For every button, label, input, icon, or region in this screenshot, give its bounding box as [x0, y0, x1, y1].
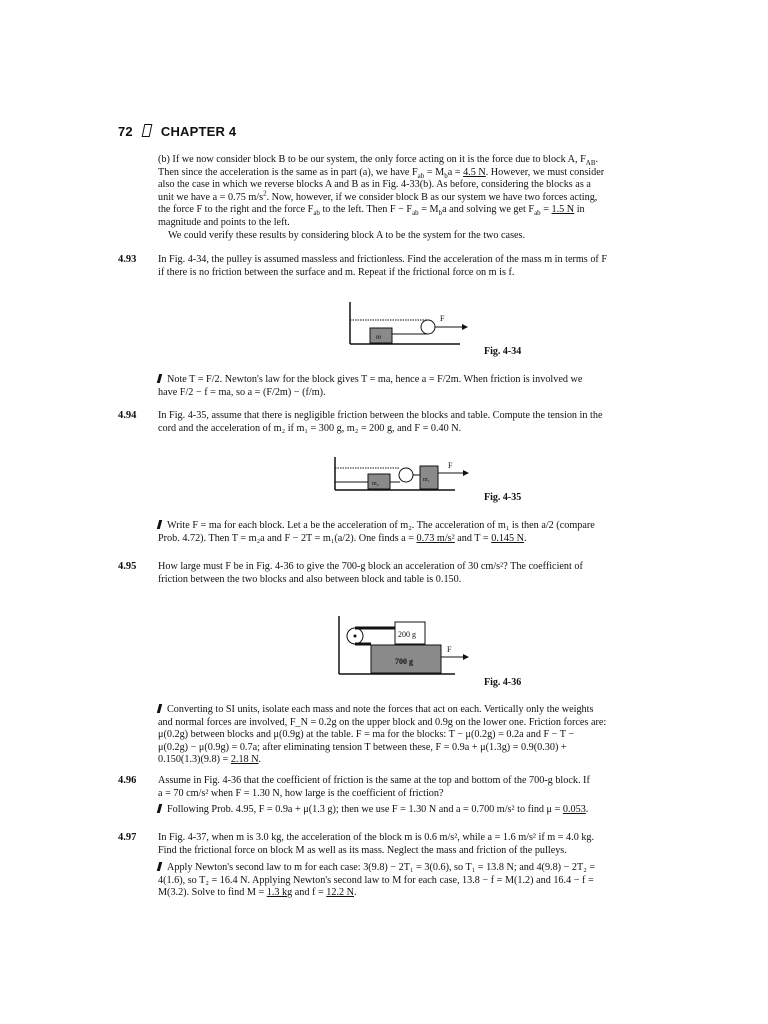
- problem-question: How large must F be in Fig. 4-36 to give the 700-g block an acceleration of 30 cm/s²? The coefficient of friction between the two blocks and also between block and table is 0.150.: [158, 561, 583, 585]
- arrow-head: [463, 470, 469, 476]
- figure-4-35: [330, 454, 490, 499]
- problem-question: In Fig. 4-34, the pulley is assumed massless and frictionless. Find the acceleration of the mass m in terms of F if there is no friction between the surface and m. Repeat if the frictional force on m is f.: [158, 254, 608, 278]
- figure-4-36: [335, 614, 485, 679]
- answer-value: 4.5 N: [463, 166, 486, 178]
- solution-marker-icon: [157, 374, 162, 383]
- block-label: 700 g: [395, 657, 413, 666]
- problem-question: Assume in Fig. 4-36 that the coefficient of friction is the same at the top and bottom of the 700-g block. If a = 70 cm/s² when F = 1.30 N, how large is the coefficient of friction?: [158, 775, 590, 799]
- force-label: F: [440, 314, 445, 323]
- solution-marker-icon: [157, 704, 162, 713]
- figure-caption: Fig. 4-36: [484, 677, 522, 688]
- problem-number: 4.97: [118, 832, 137, 843]
- intro-paragraph: (b) If we now consider block B to be our system, the only force acting on it is the force due to block A, $F_{AB}$. Then since the acceleration is the same as in part (a), we have $F_{ab} = M_ba = 4.5$ N. However, we must consider also the case in which we reverse blocks A and B as in Fig. 4-33(b). As before, considering the blocks as a unit we have a = 0.75 $m/s^2$. Now, however, if we consider block B as our system we have two forces acting, the force F to the right and the force $F_{ab}$ to the left. Then $F - F_{ab} = M_ba$ and solving we get $F_{ab} = 1.5$ N in magnitude and points to the left. We could verify these results by considering block A to be the system for the two cases.: [158, 154, 605, 241]
- solution-marker-icon: [157, 862, 162, 871]
- problem-solution: Following Prob. 4.95, F = 0.9a + μ(1.3 g); then we use F = 1.30 N and a = 0.700 m/s² to find μ = 0.053.: [158, 804, 648, 817]
- problem-number: 4.93: [118, 254, 137, 265]
- page-number: 72: [118, 124, 133, 139]
- problem-number: 4.96: [118, 775, 137, 786]
- arrow-head: [462, 324, 468, 330]
- problem-solution: Note T = F/2. Newton's law for the block gives T = ma, hence a = F/2m. When friction is involved we have F/2 − f = ma, so a = (F/2m) − (f/m).: [158, 374, 583, 398]
- answer-value: 0.73 m/s²: [416, 532, 455, 544]
- chapter-title: CHAPTER 4: [160, 124, 237, 139]
- block-label: m: [376, 333, 382, 341]
- problem-question: In Fig. 4-37, when m is 3.0 kg, the acceleration of the block m is 0.6 m/s², while a = 1.6 m/s² if m = 4.0 kg. Find the frictional force on block M as well as its mass. Neglect the mass and friction of the pulleys.: [158, 832, 595, 856]
- arrow-head: [463, 654, 469, 660]
- figure-caption: Fig. 4-34: [484, 346, 522, 357]
- answer-value: 2.18 N: [230, 754, 259, 766]
- answer-value: 1.5 N: [551, 204, 575, 216]
- answer-value: 0.145 N: [491, 532, 525, 544]
- solution-marker-icon: [157, 804, 162, 813]
- answer-value: 1.3 kg: [266, 887, 293, 899]
- figure-caption: Fig. 4-35: [484, 492, 522, 503]
- pulley: [421, 320, 435, 334]
- figure-4-34: [340, 300, 490, 350]
- answer-value: 12.2 N: [326, 887, 354, 899]
- block-label: m₂: [372, 481, 379, 487]
- pulley: [399, 468, 413, 482]
- answer-value: 0.053: [562, 804, 586, 815]
- solution-marker-icon: [157, 520, 162, 529]
- force-label: F: [448, 461, 453, 470]
- problem-solution: Write F = ma for each block. Let a be the acceleration of m₂. The acceleration of m₁ is then a/2 (compare Prob. 4.72). Then T = m₂a and F − 2T = m₁(a/2). One finds a = 0.73 m/s² and T = 0.145 N.: [158, 520, 595, 544]
- problem-solution: Apply Newton's second law to m for each case: 3(9.8) − 2T₁ = 3(0.6), so T₁ = 13.8 N; and 4(9.8) − 2T₂ = 4(1.6), so T₂ = 16.4 N. Applying Newton's second law to M for each case, 13.8 − f = M(1.2) and 16.4 − f = M(3.2). Solve to find M = 1.3 kg and f = 12.2 N.: [158, 862, 596, 899]
- problem-question: In Fig. 4-35, assume that there is negligible friction between the blocks and table. Compute the tension in the cord and the acceleration of m₂ if m₁ = 300 g, m₂ = 200 g, and F = 0.40 N.: [158, 410, 603, 434]
- chapter-square-icon: [141, 124, 152, 137]
- problem-number: 4.94: [118, 410, 137, 421]
- problem-solution: Converting to SI units, isolate each mass and note the forces that act on each. Vertically only the weights and normal forces are involved, F_N = 0.2g on the upper block and 0.9g on the lower one. Friction forces are: μ(0.2g) between blocks and μ(0.9g) at the table. F = ma for the blocks: T − μ(0.2g) = 0.2a and F − T − μ(0.2g) − μ(0.9g) = 0.7a; after eliminating tension T between these, F = 0.9a + μ(1.3g) = 0.9(0.30) + 0.150(1.3)(9.8) = 2.18 N.: [158, 704, 607, 766]
- block-label: 200 g: [398, 630, 416, 639]
- problem-number: 4.95: [118, 561, 137, 572]
- force-label: F: [447, 645, 452, 654]
- block-label: m₁: [423, 477, 430, 483]
- page-header: [118, 124, 236, 139]
